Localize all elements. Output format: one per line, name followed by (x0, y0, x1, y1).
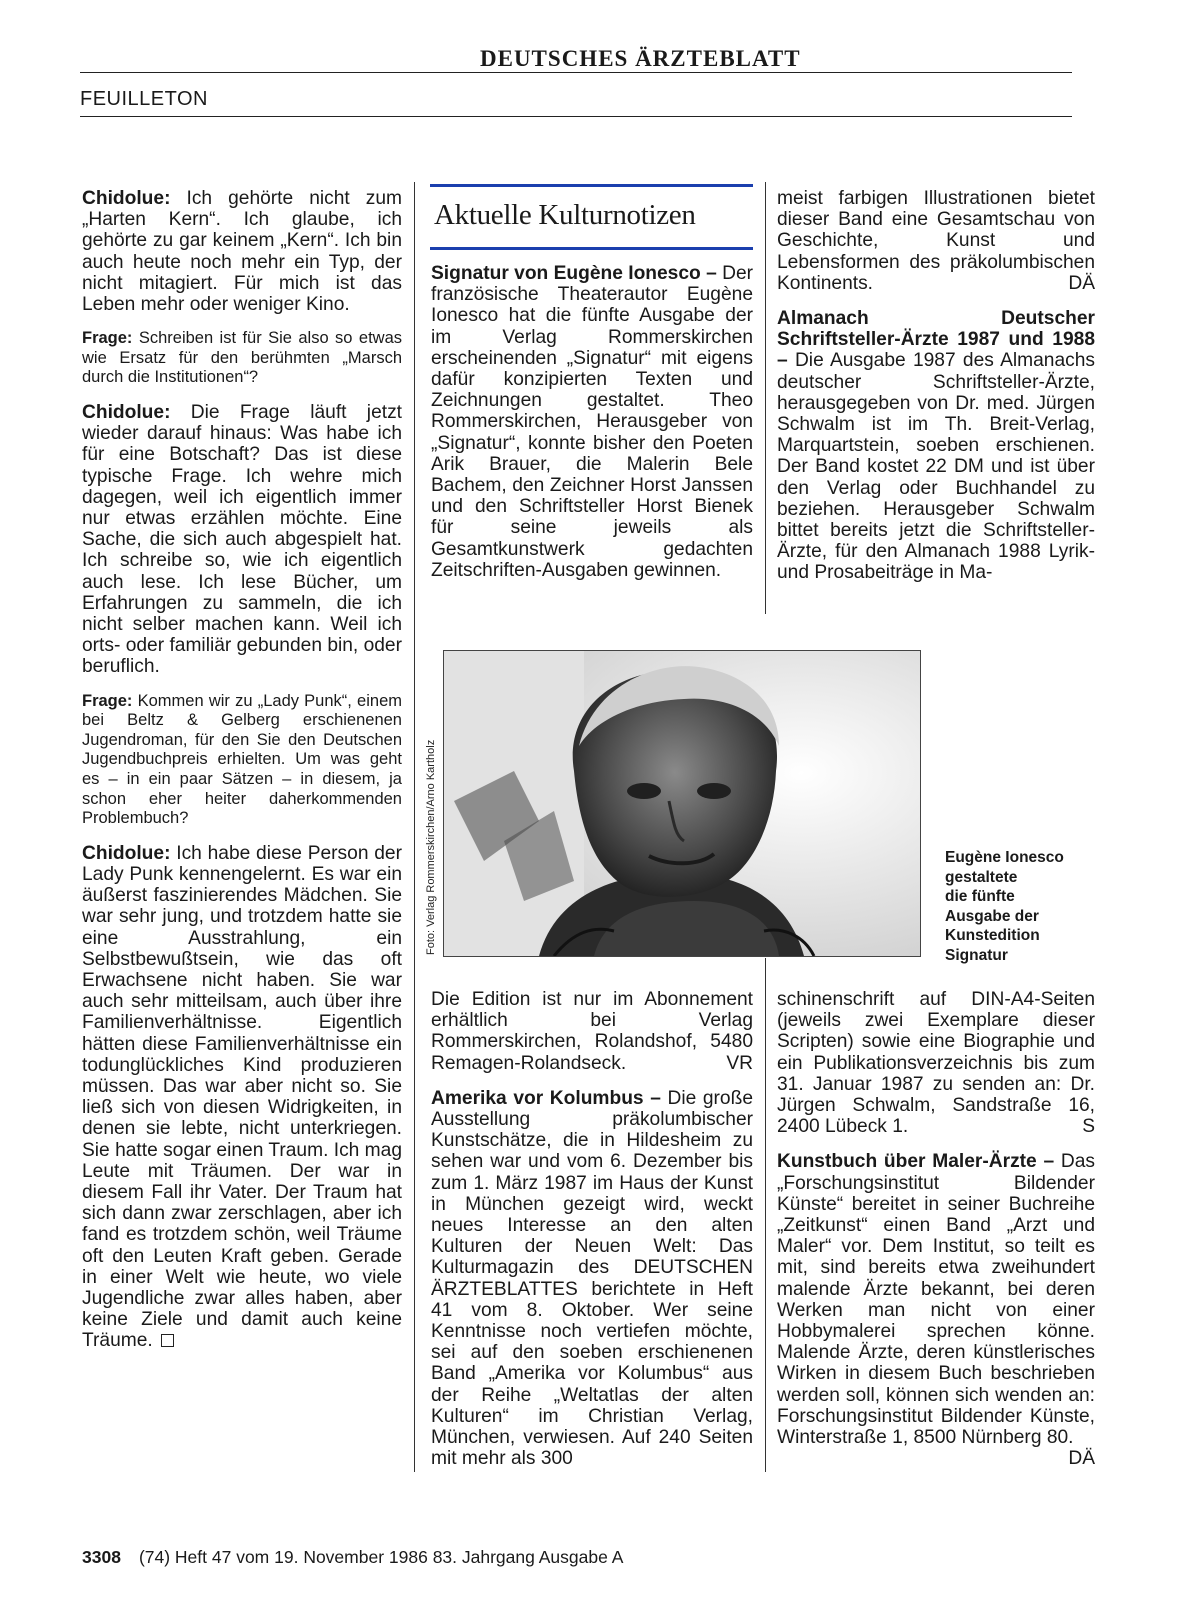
column-divider (765, 182, 766, 614)
end-of-article-icon (161, 1334, 174, 1347)
interview-column (82, 188, 402, 1366)
kulturnotizen-column-right-top (777, 188, 1095, 598)
caption-line: Ausgabe der (945, 907, 1039, 925)
notice-heading: Almanach Deutscher Schriftsteller-Ärzte 1987 und 1988 – (777, 308, 1095, 372)
caption-line: die fünfte (945, 888, 1015, 905)
question-label: Frage: (82, 329, 133, 348)
page-footer (82, 1547, 623, 1568)
notice-text: Das „Forschungsinstitut Bildender Künste“ bereitet in seiner Buchreihe „Zeitkunst“ einen Band „Arzt und Maler“ vor. Dem Institut, so teilt es mit, sind bereits etwa zweihundert malende Ärzte bekannt, bei deren Werken man nicht von einer Hobbymalerei sprechen könne. Malende Ärzte, deren künstlerisches Wirken in diesem Buch beschrieben werden soll, können sich wenden an: Forschungsinstitut Bildender Künste, Winterstraße 1, 8500 Nürnberg 80. (777, 1151, 1095, 1449)
issue-info: (74) Heft 47 vom 19. November 1986 83. Jahrgang Ausgabe A (138, 1547, 624, 1567)
speaker-label: Chidolue: (82, 842, 171, 864)
caption-line: Kunstedition (945, 927, 1040, 944)
portrait-illustration (444, 651, 920, 956)
notice-amerika-continued (777, 188, 1095, 294)
question-text: Kommen wir zu „Lady Punk“, einem bei Beltz & Gelberg erschienenen Jugendroman, für den Sie den Deutschen Jugendbuchpreis erhielten. Um was geht es – in ein paar Sätzen – in diesem, ja schon eher heiter daherkommenden Problembuch? (82, 691, 402, 828)
notice-amerika (431, 1088, 753, 1470)
kulturnotizen-column-top (431, 263, 753, 595)
question-block (82, 692, 402, 829)
kulturnotizen-heading-box (430, 184, 753, 250)
speaker-label: Chidolue: (82, 402, 171, 423)
question-text: Schreiben ist für Sie also so etwas wie Ersatz für den berühmten „Marsch durch die Institutionen“? (82, 329, 402, 387)
notice-heading: Amerika vor Kolumbus – (431, 1087, 661, 1109)
speaker-label: Chidolue: (82, 188, 171, 209)
answer-text: Ich habe diese Person der Lady Punk kennengelernt. Es war ein äußerst faszinierendes Mädchen. Sie war sehr jung, und trotzdem hatte sie eine Ausstrahlung, ein Selbstbewußtsein, wie das oft Erwachsene nicht haben. Sie war auch sehr mitteilsam, auch über ihre Familienverhältnisse. Eigentlich hätten diese Familienverhältnisse ein todunglückliches Kind produzieren müssen. Das war aber nicht so. Sie ließ sich von diesen Widrigkeiten, in denen sie lebte, nicht unterkriegen. Sie hatte sogar einen Traum. Ich mag Leute mit Träumen. Der war in diesem Fall ihr Vater. Der Traum hat sich dann zwar zerschlagen, aber ich fand es trotzdem schön, weil Träume oft den Leuten Kraft geben. Gerade in einer Welt wie heute, wo viele Jugendliche zwar alles haben, aber keine Ziele und damit auch keine Träume. (82, 842, 402, 1352)
question-block (82, 329, 402, 388)
author-signature: DÄ (1068, 272, 1095, 294)
author-signature: S (1082, 1116, 1095, 1138)
page-number: 3308 (82, 1547, 121, 1567)
question-label: Frage: (82, 691, 133, 710)
photo-credit-text: Foto: Verlag Rommerskirchen/Arno Kartholz (425, 739, 437, 955)
notice-text: Die Ausgabe 1987 des Almanachs deutscher Schriftsteller-Ärzte, herausgegeben von Dr. med. Jürgen Schwalm ist im Th. Breit-Verlag, Marquartstein, soeben erschienen. Der Band kostet 22 DM und ist über den Verlag oder Buchhandel zu beziehen. Herausgeber Schwalm bittet bereits jetzt die Schriftsteller-Ärzte, für den Almanach 1988 Lyrik- und Prosabeiträge in Ma- (777, 350, 1095, 584)
caption-line: Eugène Ionesco (945, 849, 1064, 866)
kulturnotizen-title: Aktuelle Kulturnotizen (434, 199, 696, 231)
photo-credit (420, 700, 440, 958)
notice-text: schinenschrift auf DIN-A4-Seiten (jeweils zwei Exemplare dieser Scripten) sowie eine Biographie und ein Publikationsverzeichnis bis zum 31. Januar 1987 zu senden an: Dr. Jürgen Schwalm, Sandstraße 16, 2400 Lübeck 1. (777, 989, 1095, 1138)
question-paragraph (82, 692, 402, 829)
notice-ionesco-continued (431, 989, 753, 1074)
column-divider (765, 958, 766, 1472)
notice-heading: Signatur von Eugène Ionesco – (431, 263, 717, 284)
answer-paragraph (82, 188, 402, 315)
notice-text: Der französische Theaterautor Eugène Ionesco hat die fünfte Ausgabe der im Verlag Rommerskirchen erscheinenden „Signatur“ mit eigens dafür konzipierten Texten und Zeichnungen gestaltet. Theo Rommerskirchen, Herausgeber von „Signatur“, konnte bisher den Poeten Arik Brauer, die Malerin Bele Bachem, den Zeichner Horst Janssen und den Schriftsteller Horst Bienek für seine jeweils als Gesamtkunstwerk gedachten Zeitschriften-Ausgaben gewinnen. (431, 263, 754, 581)
notice-text: Die große Ausstellung präkolumbischer Kunstschätze, die in Hildesheim zu sehen war und vom 6. Dezember bis zum 1. März 1987 im Haus der Kunst in München gezeigt wird, weckt neues Interesse an den alten Kulturen der Neuen Welt: Das Kulturmagazin des DEUTSCHEN ÄRZTEBLATTES berichtete in Heft 41 vom 8. Oktober. Wer seine Kenntnisse noch vertiefen möchte, sei auf den soeben erschienenen Band „Amerika vor Kolumbus“ aus der Reihe „Weltatlas der alten Kulturen“ im Christian Verlag, München, verwiesen. Auf 240 Seiten mit mehr als 300 (431, 1087, 753, 1470)
notice-heading: Kunstbuch über Maler-Ärzte – (777, 1151, 1055, 1173)
question-paragraph (82, 329, 402, 388)
answer-paragraph (82, 402, 402, 678)
notice-almanach (777, 308, 1095, 584)
caption-line: Signatur (945, 946, 1008, 964)
masthead (80, 46, 1072, 73)
photo-caption (945, 848, 1090, 965)
kulturnotizen-column-bottom (431, 989, 753, 1483)
notice-almanach-continued (777, 989, 1095, 1137)
notice-kunstbuch (777, 1151, 1095, 1470)
kulturnotizen-column-right-bottom (777, 989, 1095, 1469)
author-signature: DÄ (1068, 1448, 1095, 1470)
journal-title: DEUTSCHES ÄRZTEBLATT (480, 46, 801, 71)
answer-paragraph (82, 843, 402, 1352)
author-signature: VR (726, 1052, 753, 1074)
answer-text: Ich gehörte nicht zum „Harten Kern“. Ich glaube, ich gehörte zu gar keinem „Kern“. Ich bin auch heute noch mehr ein Typ, der nicht mitagiert. Für mich ist das Leben mehr oder weniger Kino. (82, 188, 402, 316)
ionesco-portrait-photo (443, 650, 921, 957)
column-divider (414, 182, 415, 1472)
notice-text: Die Edition ist nur im Abonnement erhältlich bei Verlag Rommerskirchen, Rolandshof, 5480 Remagen-Rolandseck. (431, 989, 753, 1074)
caption-line: gestaltete (945, 868, 1018, 886)
notice-ionesco (431, 263, 753, 581)
answer-text: Die Frage läuft jetzt wieder darauf hinaus: Was habe ich für eine Botschaft? Das ist diese typische Frage. Ich wehre mich dagegen, weil ich eigentlich immer nur etwas erzählen möchte. Eine Sache, die sich auch abgespielt hat. Ich schreibe so, wie ich eigentlich auch lese. Ich lese Bücher, um Erfahrungen zu sammeln, die ich nicht selber machen kann. Weil ich orts- oder familiär gebunden bin, oder beruflich. (82, 402, 402, 678)
notice-text: meist farbigen Illustrationen bietet dieser Band eine Gesamtschau von Geschichte, Kunst und Lebensformen des präkolumbischen Kontinents. (777, 188, 1095, 294)
section-label: FEUILLETON (80, 88, 1072, 117)
